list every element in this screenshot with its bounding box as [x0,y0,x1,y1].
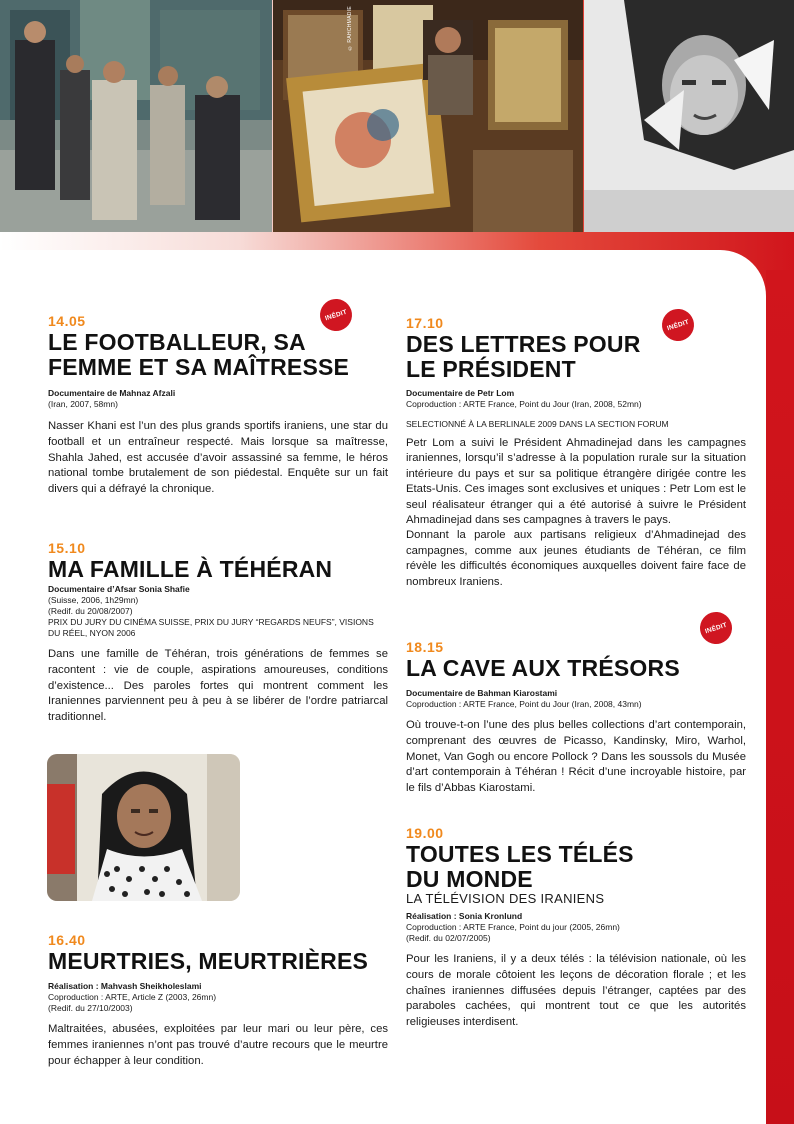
program-title-line1: MEURTRIES, MEURTRIÈRES [48,948,369,974]
program-description: Pour les Iraniens, il y a deux télés : la télévision nationale, où les cours de morale côtoient les leçons de décoration florale ; et les chaînes iraniennes diffusées depuis l’étranger, captées par des paraboles cachées, qui montrent tout ce que les autorités religieuses interdisent. [406,953,746,1029]
program-time: 18.15 [406,639,444,655]
program-description-2: Donnant la parole aux partisans religieux d’Ahmadinejad des campagnes, comme aux jeunes étudiants de Téhéran, ce film révèle les difficultés économiques auxquelles doivent faire face de nombreux Iraniens. [406,529,746,588]
header-photo-art-collection [273,0,583,232]
program-rebroadcast: (Redif. du 20/08/2007) [48,606,133,616]
photo-credit: © RAHCHMADIE [347,6,353,51]
program-credit: Réalisation : Mahvash Sheikholeslami [48,981,202,991]
program-credit: Documentaire de Petr Lom [406,388,515,398]
header-photo-torn-portrait [584,0,794,232]
program-title-line2: DU MONDE [406,866,533,892]
program-description: Dans une famille de Téhéran, trois générations de femmes se racontent : vie de couple, aspirations amoureuses, conditions d’existence... Des paroles fortes qui montrent comment les Iraniennes parviennent peu à peu à se libérer de l’ordre patriarcal traditionnel. [48,648,388,724]
program-15-10 [48,541,388,726]
program-rebroadcast: (Redif. du 02/07/2005) [406,933,491,943]
program-credit: Documentaire de Mahnaz Afzali [48,388,176,398]
program-awards: PRIX DU JURY DU CINÉMA SUISSE, PRIX DU JURY “REGARDS NEUFS”, VISIONS DU RÉEL, NYON 2006 [48,617,374,638]
inedit-badge: INÉDIT [316,295,356,335]
elderly-woman-photo [47,754,240,901]
program-time: 19.00 [406,825,444,841]
program-description: Nasser Khani est l’un des plus grands sportifs iraniens, une star du football et un entraîneur respecté. Mais lorsque sa maîtresse, Shahla Jahed, est accusée d’avoir assassiné sa femme, le héros national tombe brutalement de son piédestal. Enquête sur un fait divers qui a défrayé la chronique. [48,420,388,496]
program-title-line1: DES LETTRES POUR [406,331,641,357]
program-meta: Coproduction : ARTE, Article Z (2003, 26mn) [48,992,217,1002]
program-credit: Réalisation : Sonia Kronlund [406,911,523,921]
program-meta: Coproduction : ARTE France, Point du Jour (Iran, 2008, 52mn) [406,399,642,409]
header-photo-politicians [0,0,272,232]
program-title-line1: TOUTES LES TÉLÉS [406,841,634,867]
program-time: 15.10 [48,540,86,556]
program-description: Petr Lom a suivi le Président Ahmadinejad dans les campagnes iraniennes, lorsqu’il s’adresse à la population rurale sur la situation intérieure du pays et sur sa politique étrangère dirigée contre les Etats-Unis. Ces images sont exclusives et uniques : Petr Lom est le seul réalisateur étranger qui a été autorisé à suivre le Président Ahmadinejad dans ses campagnes à travers le pays. [406,437,746,527]
inedit-badge: INÉDIT [658,305,698,345]
program-title-line2: LE PRÉSIDENT [406,356,576,382]
program-credit: Documentaire de Bahman Kiarostami [406,688,558,698]
program-meta: (Suisse, 2006, 1h29mn) [48,595,139,605]
program-credit: Documentaire d’Afsar Sonia Shafie [48,584,190,594]
program-description: Où trouve-t-on l’une des plus belles collections d’art contemporain, comprenant des œuvres de Picasso, Kandinsky, Miro, Warhol, Monet, Van Gogh ou encore Pollock ? Dans les soussols du Musée d’art contemporain à Téhéran ! Récit d’une incroyable histoire, par le fils d’Abbas Kiarostami. [406,719,746,795]
program-meta: (Iran, 2007, 58mn) [48,399,118,409]
inedit-badge: INÉDIT [696,608,736,648]
program-subtitle: LA TÉLÉVISION DES IRANIENS [406,891,605,906]
program-description: Maltraitées, abusées, exploitées par leur mari ou leur père, ces femmes iraniennes n’ont pas trouvé d’autre recours que le meurtre pour échapper à leur condition. [48,1023,388,1067]
program-title-line1: MA FAMILLE À TÉHÉRAN [48,556,333,582]
program-19-00 [406,826,746,1031]
program-title-line1: LA CAVE AUX TRÉSORS [406,655,680,681]
program-festival: SELECTIONNÉ À LA BERLINALE 2009 DANS LA SECTION FORUM [406,419,669,429]
program-18-15 [406,640,746,797]
program-17-10 [406,316,746,590]
program-14-05 [48,314,388,498]
program-rebroadcast: (Redif. du 27/10/2003) [48,1003,133,1013]
program-16-40 [48,933,388,1069]
program-time: 16.40 [48,932,86,948]
program-title-line2: FEMME ET SA MAÎTRESSE [48,354,350,380]
program-meta: Coproduction : ARTE France, Point du Jour (Iran, 2008, 43mn) [406,699,642,709]
right-red-bar [766,270,794,1124]
program-time: 17.10 [406,315,444,331]
program-time: 14.05 [48,313,86,329]
program-meta: Coproduction : ARTE France, Point du jour (2005, 26mn) [406,922,620,932]
program-title-line1: LE FOOTBALLEUR, SA [48,329,306,355]
